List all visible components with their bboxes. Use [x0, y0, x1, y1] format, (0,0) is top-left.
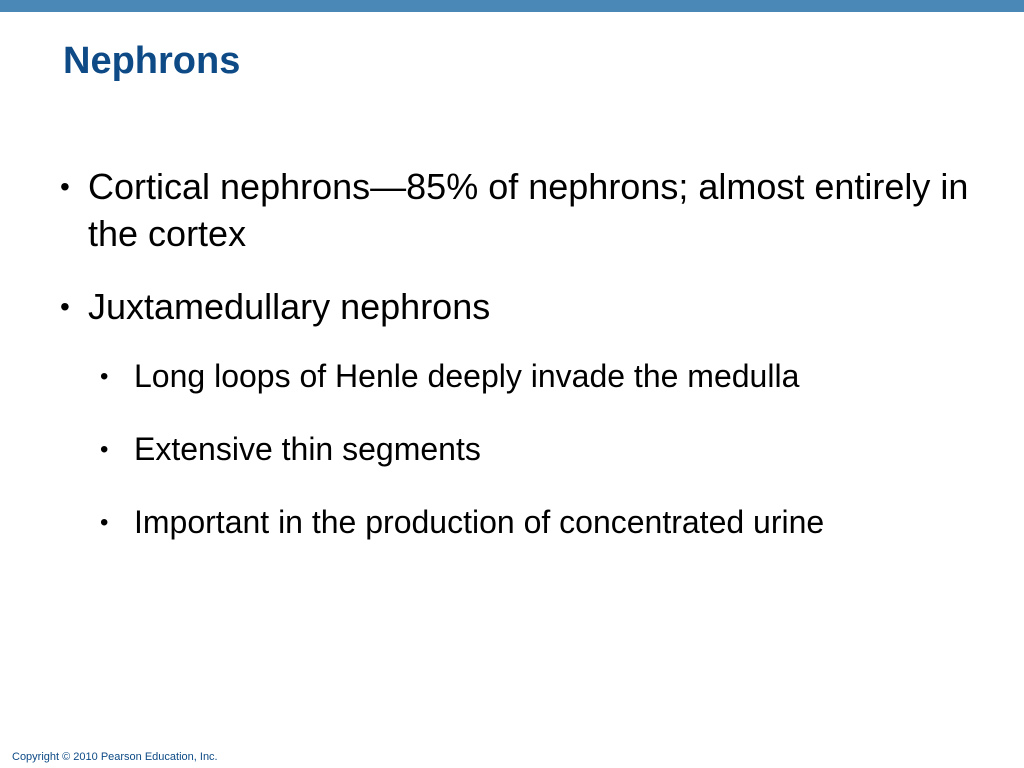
sub-bullet-icon: •: [100, 509, 109, 536]
sub-bullet-item-loops: [100, 354, 980, 399]
copyright-footer: Copyright © 2010 Pearson Education, Inc.: [12, 751, 218, 763]
sub-bullet-item-concentrated-urine: [100, 500, 980, 545]
slide-title: Nephrons: [63, 40, 241, 82]
sub-bullet-icon: •: [100, 436, 109, 463]
bullet-text: Cortical nephrons—85% of nephrons; almost entirely in the cortex: [88, 166, 969, 254]
bullet-item-juxtamedullary: [60, 283, 980, 330]
sub-bullet-text: Long loops of Henle deeply invade the medulla: [134, 358, 800, 394]
bullet-icon: •: [60, 291, 70, 322]
sub-bullet-text: Important in the production of concentrated urine: [134, 504, 825, 540]
sub-bullet-icon: •: [100, 363, 109, 390]
sub-bullet-item-thin-segments: [100, 427, 980, 472]
bullet-icon: •: [60, 171, 70, 202]
bullet-list: [60, 163, 980, 573]
sub-bullet-text: Extensive thin segments: [134, 431, 481, 467]
bullet-text: Juxtamedullary nephrons: [88, 286, 491, 327]
bullet-item-cortical: [60, 163, 980, 257]
top-accent-bar: [0, 0, 1024, 12]
